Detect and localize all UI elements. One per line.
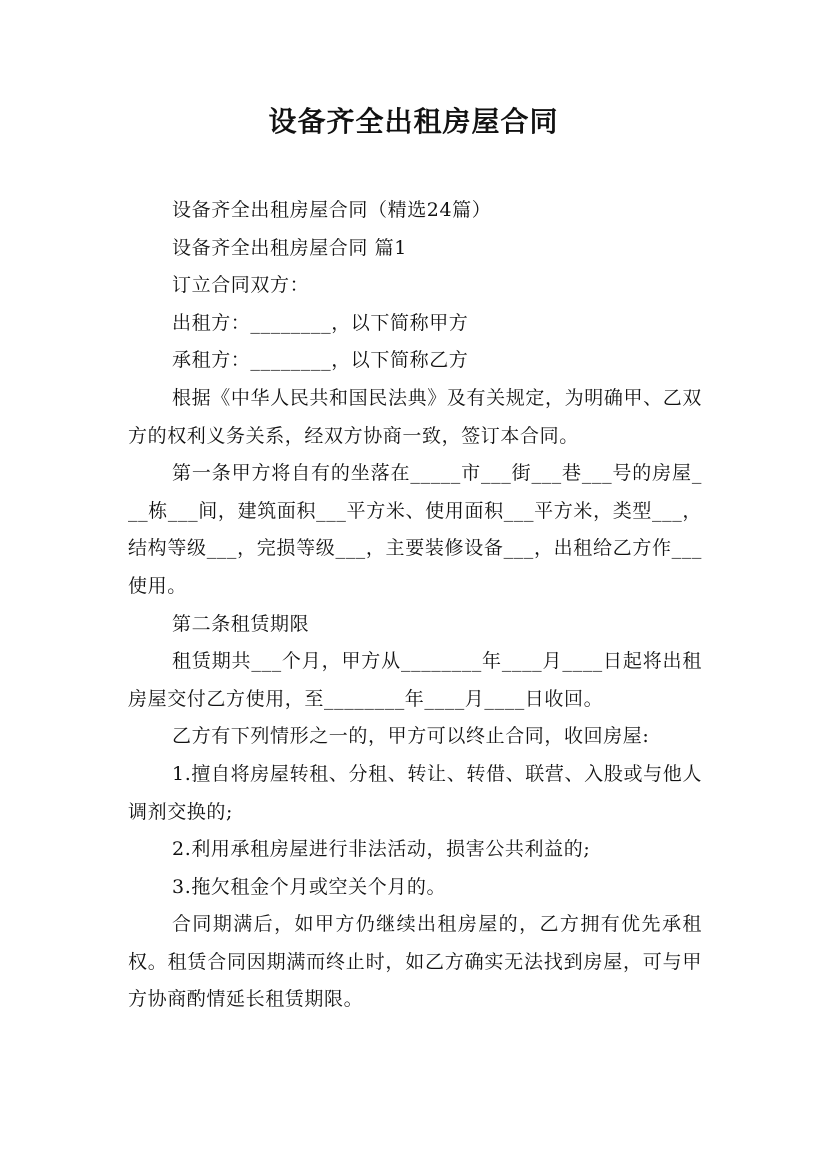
paragraph-article-one: 第一条甲方将自有的坐落在_____市___街___巷___号的房屋___栋___间，建筑面积___平方米、使用面积___平方米，类型___，结构等级___，完损等级___，主要装修设备___，出租给乙方作___使用。 [128, 462, 702, 597]
paragraph-renewal: 合同期满后，如甲方仍继续出租房屋的，乙方拥有优先承租权。租赁合同因期满而终止时，如乙方确实无法找到房屋，可与甲方协商酌情延长租赁期限。 [128, 913, 702, 1011]
paragraph-legal-basis: 根据《中华人民共和国民法典》及有关规定，为明确甲、乙双方的权利义务关系，经双方协商一致，签订本合同。 [128, 386, 702, 447]
paragraph-condition-3: 3.拖欠租金个月或空关个月的。 [172, 875, 447, 898]
paragraph-parties-intro: 订立合同双方： [172, 274, 310, 297]
paragraph-condition-1: 1.擅自将房屋转租、分租、转让、转借、联营、入股或与他人调剂交换的; [128, 762, 702, 823]
paragraph-lessee: 承租方：________，以下简称乙方 [172, 349, 469, 372]
document-body [128, 192, 702, 1019]
paragraph-termination-conditions: 乙方有下列情形之一的，甲方可以终止合同，收回房屋: [172, 725, 650, 748]
paragraph-lessor: 出租方：________，以下简称甲方 [172, 311, 469, 334]
paragraph-article-two-heading: 第二条租赁期限 [172, 612, 310, 635]
paragraph-condition-2: 2.利用承租房屋进行非法活动，损害公共利益的; [172, 838, 591, 861]
document-title: 设备齐全出租房屋合同 [268, 105, 559, 138]
paragraph-collection-title: 设备齐全出租房屋合同（精选24篇） [172, 199, 492, 221]
paragraph-lease-term: 租赁期共___个月，甲方从________年____月____日起将出租房屋交付乙方使用，至________年____月____日收回。 [128, 650, 702, 710]
paragraph-section-heading: 设备齐全出租房屋合同 篇1 [172, 236, 407, 259]
